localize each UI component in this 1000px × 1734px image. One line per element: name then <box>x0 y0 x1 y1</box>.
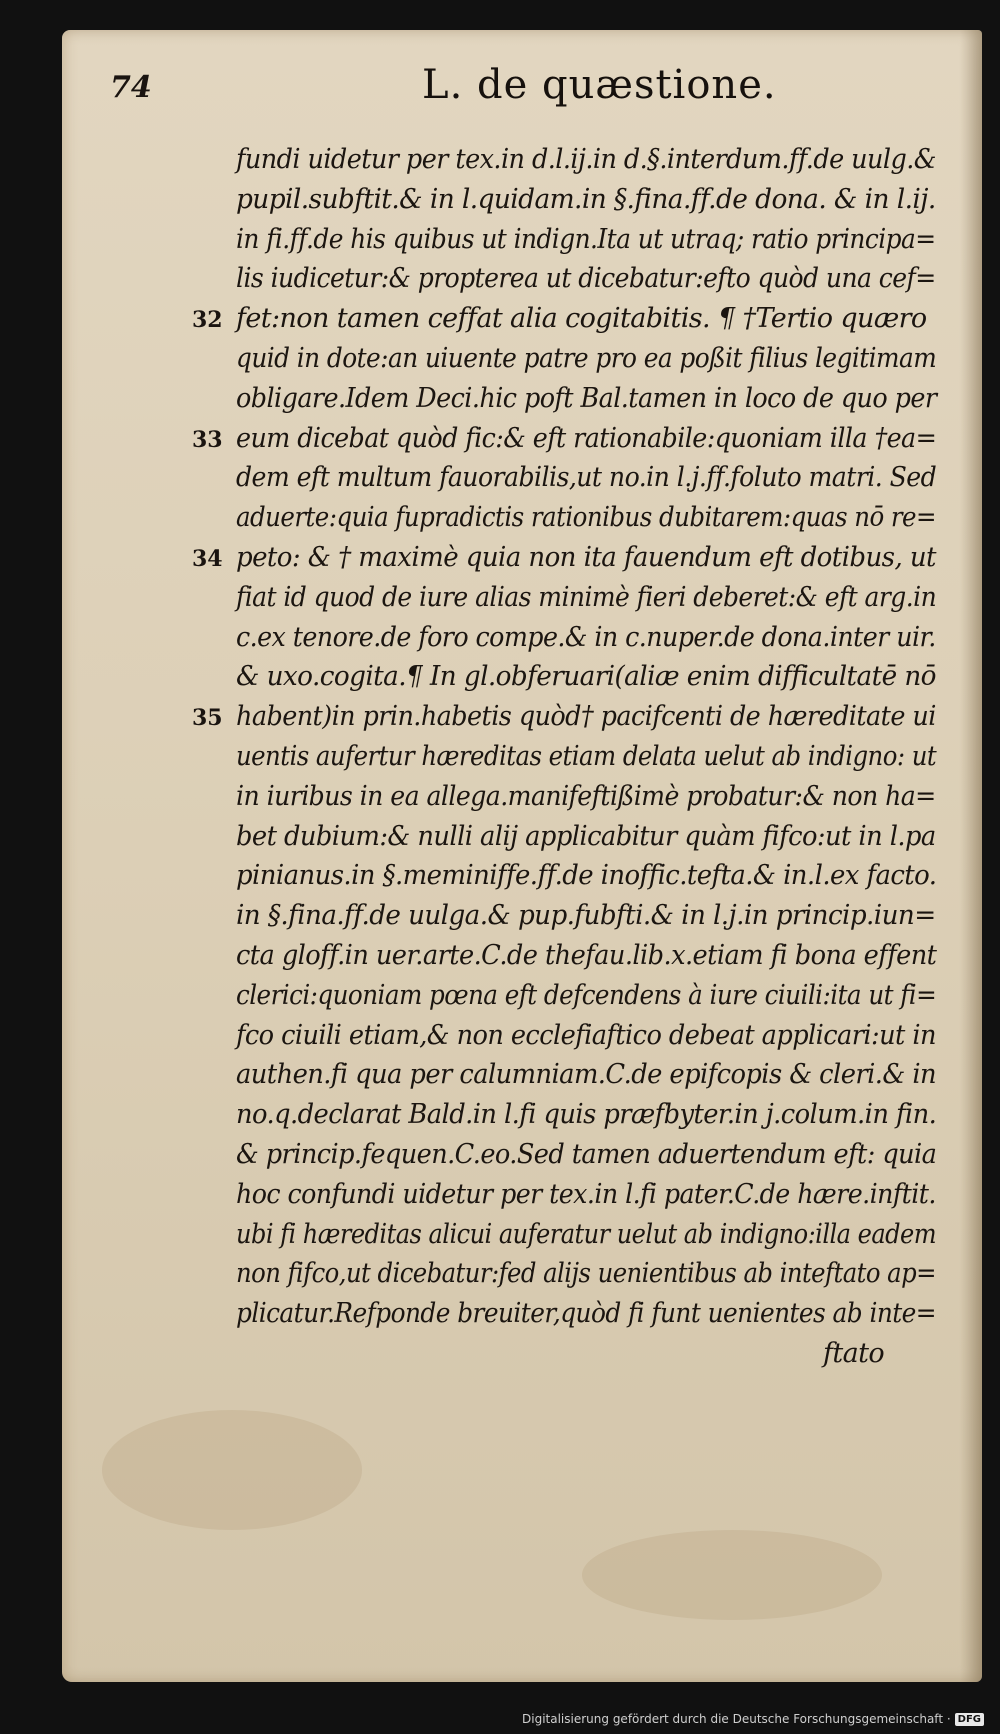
credit-text: Digitalisierung gefördert durch die Deutsche Forschungsgemeinschaft · <box>522 1712 951 1726</box>
text-line <box>124 1254 944 1294</box>
text-line <box>124 458 944 498</box>
text-line <box>124 657 944 697</box>
line-text: c.ex tenore.de foro compe.& in c.nuper.de dona.inter uir. <box>236 621 936 653</box>
text-line <box>124 259 944 299</box>
line-text: in fi.ff.de his quibus ut indign.Ita ut utraq; ratio principa= <box>236 223 936 255</box>
line-text: fco ciuili etiam,& non ecclefiaftico debeat applicari:ut in <box>236 1019 936 1051</box>
text-line <box>124 1294 944 1334</box>
margin-note-number: 35 <box>192 705 223 732</box>
paper-stain <box>102 1410 362 1530</box>
line-text: obligare.Idem Deci.hic poft Bal.tamen in loco de quo per <box>236 382 937 414</box>
text-line <box>124 777 944 817</box>
text-line <box>124 578 944 618</box>
text-line <box>124 1016 944 1056</box>
line-text: ubi fi hæreditas alicui auferatur uelut ab indigno:illa eadem <box>236 1218 937 1250</box>
text-line <box>124 697 944 737</box>
text-line <box>124 140 944 180</box>
text-line <box>124 1215 944 1255</box>
line-text: authen.fi qua per calumniam.C.de epifcopis & cleri.& in <box>236 1059 937 1091</box>
line-text: eum dicebat quòd fic:& eft rationabile:quoniam illa †ea= <box>236 422 937 454</box>
line-text: hoc confundi uidetur per tex.in l.fi pater.C.de hære.inftit. <box>236 1178 936 1210</box>
text-line <box>124 817 944 857</box>
text-line <box>124 1175 944 1215</box>
text-line <box>124 1055 944 1095</box>
line-text: fundi uidetur per tex.in d.l.ij.in d.§.interdum.ff.de uulg.& <box>236 144 936 175</box>
line-text: fet:non tamen ceffat alia cogitabitis. ¶ †Tertio quæro <box>236 303 927 335</box>
margin-note-number: 33 <box>192 426 223 453</box>
text-line <box>124 299 944 339</box>
line-text: habent)in prin.habetis quòd† pacifcenti de hæreditate ui <box>236 701 936 733</box>
catchword: ftato <box>822 1337 884 1369</box>
running-title: L. de quæstione. <box>422 62 777 108</box>
text-line <box>124 220 944 260</box>
line-text: non fifco,ut dicebatur:fed alijs uenientibus ab inteftato ap= <box>236 1258 936 1290</box>
text-line <box>124 498 944 538</box>
text-line <box>124 936 944 976</box>
page-number: 74 <box>110 70 152 105</box>
text-line <box>124 737 944 777</box>
line-text: lis iudicetur:& propterea ut dicebatur:efto quòd una cef= <box>236 263 936 295</box>
line-text: clerici:quoniam pœna eft defcendens à iure ciuili:ita ut fi= <box>236 979 937 1011</box>
line-text: peto: & † maximè quia non ita fauendum eft dotibus, ut <box>236 541 936 573</box>
line-text: bet dubium:& nulli alij applicabitur quàm fifco:ut in l.pa <box>236 820 936 852</box>
body-text <box>124 140 944 1374</box>
line-text: pinianus.in §.meminiffe.ff.de inoffic.tefta.& in.l.ex facto. <box>236 860 937 892</box>
dfg-logo: DFG <box>955 1713 984 1726</box>
line-text: & uxo.cogita.¶ In gl.obferuari(aliæ enim difficultatē nō <box>236 661 936 693</box>
text-line <box>124 379 944 419</box>
line-text: aduerte:quia fupradictis rationibus dubitarem:quas nō re= <box>236 502 936 534</box>
text-line <box>124 856 944 896</box>
line-text: no.q.declarat Bald.in l.fi quis præfbyter.in j.colum.in fin. <box>236 1099 937 1131</box>
text-line <box>124 538 944 578</box>
page-edge-shadow <box>960 30 982 1682</box>
text-line <box>124 618 944 658</box>
line-text: & princip.fequen.C.eo.Sed tamen aduertendum eft: quia <box>236 1138 937 1170</box>
line-text: uentis aufertur hæreditas etiam delata uelut ab indigno: ut <box>236 740 937 772</box>
line-text: dem eft multum fauorabilis,ut no.in l.j.ff.foluto matri. Sed <box>236 462 937 494</box>
text-line <box>124 976 944 1016</box>
line-text: plicatur.Refponde breuiter,quòd fi funt uenientes ab inte= <box>236 1298 937 1330</box>
text-line <box>124 1135 944 1175</box>
margin-note-number: 34 <box>192 545 223 572</box>
catchword-line <box>124 1334 944 1374</box>
text-line <box>124 339 944 379</box>
line-text: cta gloff.in uer.arte.C.de thefau.lib.x.etiam fi bona effent <box>236 939 937 971</box>
text-line <box>124 419 944 459</box>
paper-stain <box>582 1530 882 1620</box>
line-text: pupil.subftit.& in l.quidam.in §.fina.ff.de dona. & in l.ij. <box>236 183 936 215</box>
text-line <box>124 896 944 936</box>
line-text: fiat id quod de iure alias minimè fieri deberet:& eft arg.in <box>236 581 937 613</box>
line-text: in §.fina.ff.de uulga.& pup.fubfti.& in l.j.in princip.iun= <box>236 900 936 932</box>
line-text: quid in dote:an uiuente patre pro ea poßit filius legitimam <box>236 342 937 374</box>
line-text: in iuribus in ea allega.manifeftißimè probatur:& non ha= <box>236 780 936 812</box>
page-header <box>110 62 810 122</box>
text-line <box>124 1095 944 1135</box>
margin-note-number: 32 <box>192 307 223 334</box>
digitization-credit <box>522 1712 984 1726</box>
text-line <box>124 180 944 220</box>
